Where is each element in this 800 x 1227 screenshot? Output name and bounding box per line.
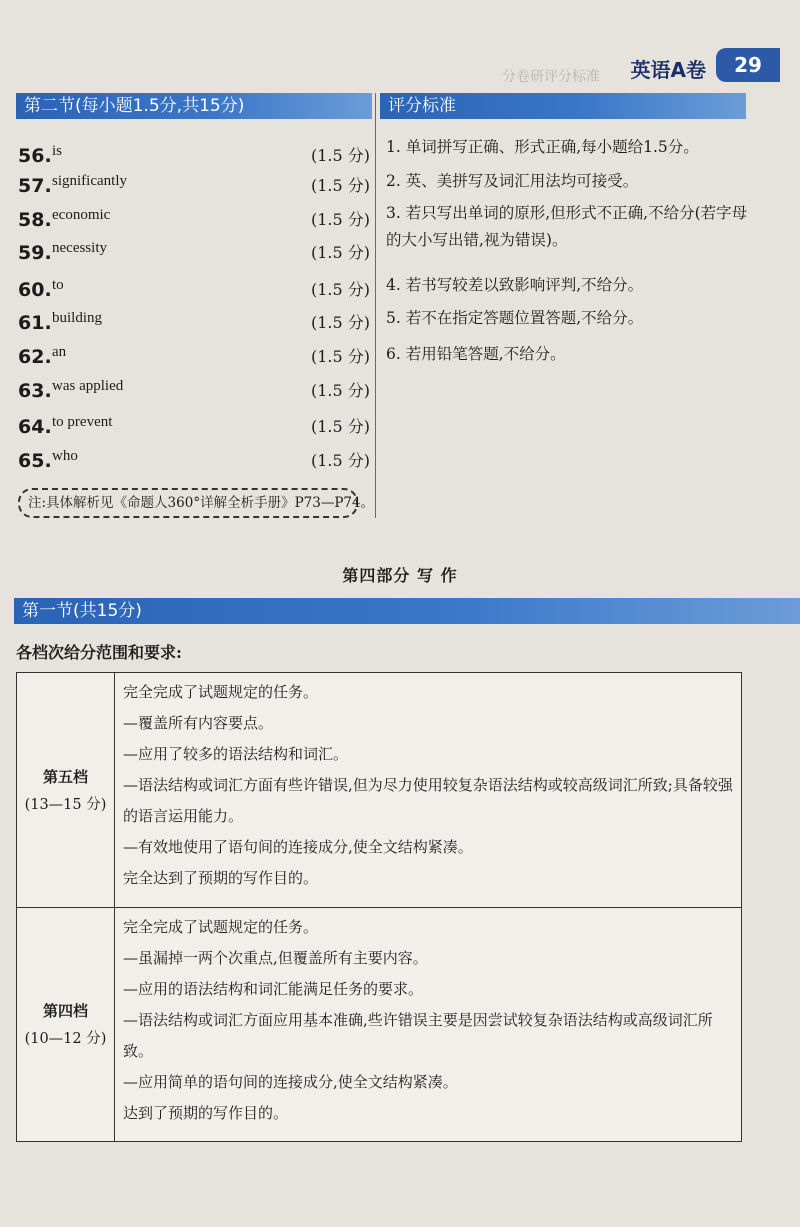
- answer-points: (1.5 分): [310, 417, 370, 436]
- grade-level-name: 第五档: [42, 767, 88, 786]
- section1-title-band: 第一节(共15分): [14, 598, 800, 624]
- answer-row: [18, 342, 370, 374]
- header-subject: 英语A卷: [630, 58, 706, 82]
- question-number: 58.: [18, 209, 52, 231]
- answer-points: (1.5 分): [310, 347, 370, 366]
- criteria-rule: 4. 若书写较差以致影响评判,不给分。: [386, 276, 644, 294]
- answer-points: (1.5 分): [310, 280, 370, 299]
- grade-level-range: (13—15 分): [24, 796, 107, 813]
- answer-points: (1.5 分): [310, 381, 370, 400]
- grade-description: [115, 907, 742, 1142]
- answer-row: [18, 238, 370, 270]
- answer-row: [18, 446, 370, 478]
- grading-table: [16, 672, 742, 1142]
- criteria-rule: 6. 若用铅笔答题,不给分。: [386, 345, 566, 363]
- question-number: 61.: [18, 312, 52, 334]
- grade-level-range: (10—12 分): [24, 1031, 107, 1048]
- grade-item: 完全完成了试题规定的任务。: [123, 683, 319, 701]
- answer-word: significantly: [52, 173, 127, 189]
- answer-points: (1.5 分): [310, 146, 370, 165]
- answer-row: [18, 171, 370, 203]
- answer-word: an: [52, 344, 67, 360]
- answer-row: [18, 308, 370, 340]
- grading-intro: 各档次给分范围和要求:: [16, 643, 182, 662]
- question-number: 56.: [18, 145, 52, 167]
- answer-points: (1.5 分): [310, 243, 370, 262]
- grade-item: —应用的语法结构和词汇能满足任务的要求。: [123, 979, 424, 998]
- grade-level-row: [17, 673, 742, 908]
- question-number: 62.: [18, 346, 52, 368]
- answer-row: [18, 205, 370, 237]
- grade-item: —有效地使用了语句间的连接成分,使全文结构紧凑。: [123, 838, 473, 856]
- grade-item: —覆盖所有内容要点。: [123, 714, 274, 732]
- criteria-rule: 1. 单词拼写正确、形式正确,每小题给1.5分。: [386, 138, 699, 156]
- page-header: [0, 40, 800, 92]
- grade-item: —应用了较多的语法结构和词汇。: [123, 745, 349, 763]
- criteria-title-band: 评分标准: [380, 93, 746, 119]
- column-divider: [375, 93, 376, 518]
- grade-description: [115, 673, 742, 908]
- grade-level-row: [17, 907, 742, 1142]
- answer-row: [18, 141, 370, 173]
- grade-level-name: 第四档: [42, 1002, 88, 1021]
- answer-row: [18, 412, 370, 444]
- criteria-rule: 3. 若只写出单词的原形,但形式不正确,不给分(若字母的大小写出错,视为错误)。: [386, 204, 748, 249]
- answer-points: (1.5 分): [310, 451, 370, 470]
- grade-item: 完全完成了试题规定的任务。: [123, 917, 319, 936]
- header-ghost-text: 分卷研评分标准: [502, 69, 600, 85]
- answer-row: [18, 275, 370, 307]
- grade-item: 完全达到了预期的写作目的。: [123, 869, 319, 887]
- grade-level-cell: [17, 673, 115, 908]
- grade-item: —语法结构或词汇方面应用基本准确,些许错误主要是因尝试较复杂语法结构或高级词汇所致。: [123, 1010, 713, 1060]
- grade-item: —应用简单的语句间的连接成分,使全文结构紧凑。: [123, 1072, 458, 1091]
- answer-word: to prevent: [52, 414, 113, 430]
- question-number: 57.: [18, 175, 52, 197]
- question-number: 65.: [18, 450, 52, 472]
- answer-points: (1.5 分): [310, 313, 370, 332]
- criteria-rule: 5. 若不在指定答题位置答题,不给分。: [386, 309, 644, 327]
- part4-title: 第四部分 写 作: [342, 566, 458, 585]
- answer-word: who: [52, 448, 78, 464]
- answer-points: (1.5 分): [310, 176, 370, 195]
- question-number: 60.: [18, 279, 52, 301]
- criteria-rule: 2. 英、美拼写及词汇用法均可接受。: [386, 172, 639, 190]
- answer-word: was applied: [52, 378, 124, 394]
- question-number: 64.: [18, 416, 52, 438]
- answer-word: necessity: [52, 240, 107, 256]
- answer-points: (1.5 分): [310, 210, 370, 229]
- grade-item: —语法结构或词汇方面有些许错误,但为尽力使用较复杂语法结构或较高级词汇所致;具备较强的语言运用能力。: [123, 776, 733, 825]
- question-number: 63.: [18, 380, 52, 402]
- reference-note: 注:具体解析见《命题人360°详解全析手册》P73—P74。: [18, 488, 358, 518]
- grade-item: —虽漏掉一两个次重点,但覆盖所有主要内容。: [123, 948, 428, 967]
- grade-level-cell: [17, 907, 115, 1142]
- question-number: 59.: [18, 242, 52, 264]
- section2-title-band: 第二节(每小题1.5分,共15分): [16, 93, 372, 119]
- answer-word: economic: [52, 207, 111, 223]
- answer-word: is: [52, 143, 63, 159]
- grade-item: 达到了预期的写作目的。: [123, 1103, 289, 1122]
- answer-word: building: [52, 310, 103, 326]
- answer-word: to: [52, 277, 64, 293]
- page-number: 29: [716, 48, 780, 82]
- answer-row: [18, 376, 370, 408]
